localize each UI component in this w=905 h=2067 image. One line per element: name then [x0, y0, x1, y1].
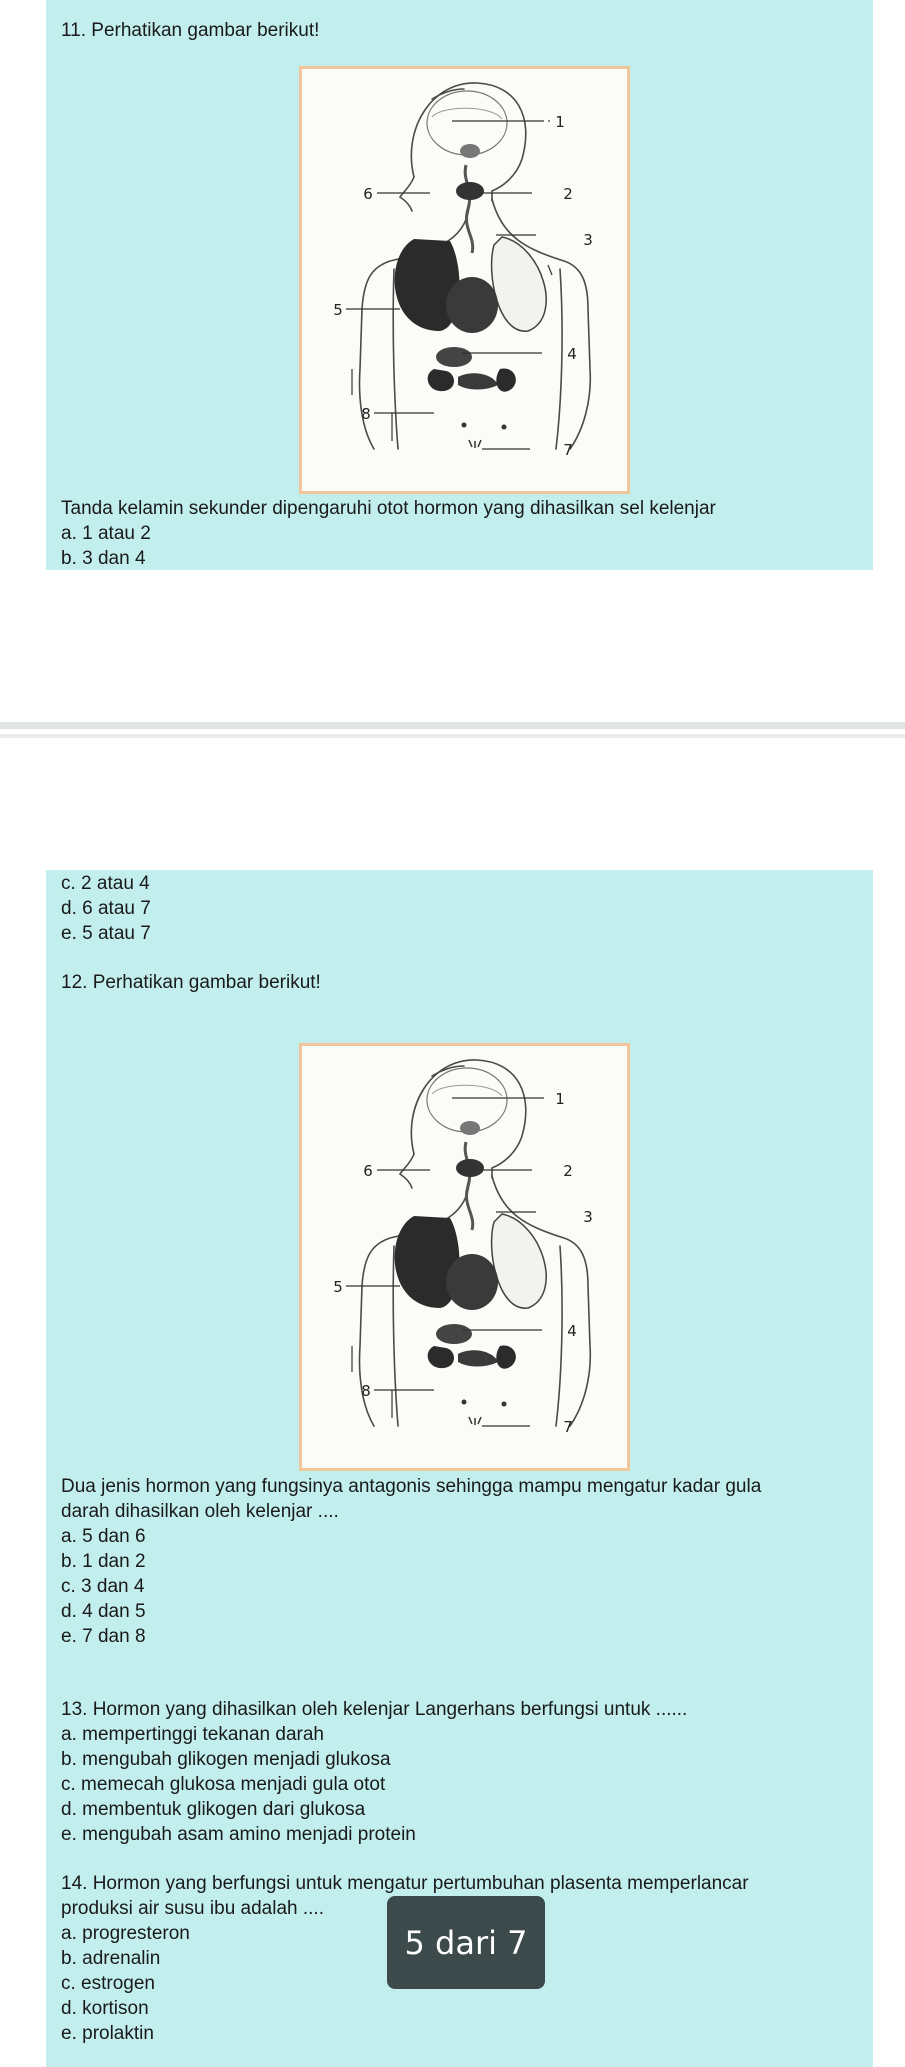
diagram-label-1: 1	[555, 1090, 565, 1108]
diagram-label-4: 4	[567, 345, 577, 363]
endocrine-diagram	[299, 66, 630, 494]
question-12-stem-line-1: Dua jenis hormon yang fungsinya antagonis sehingga mampu mengatur kadar gula	[61, 1476, 762, 1497]
diagram-label-5: 5	[333, 301, 343, 319]
page-break-divider-line	[0, 734, 905, 738]
question-12-title: 12. Perhatikan gambar berikut!	[61, 972, 321, 993]
question-13-option-e: e. mengubah asam amino menjadi protein	[61, 1824, 416, 1845]
diagram-label-1: 1	[555, 113, 565, 131]
diagram-label-4: 4	[567, 1322, 577, 1340]
question-14-stem-line-2: produksi air susu ibu adalah ....	[61, 1898, 324, 1919]
endocrine-diagram-repeat	[299, 1043, 630, 1471]
diagram-label-8: 8	[361, 1382, 371, 1400]
question-12-option-a: a. 5 dan 6	[61, 1526, 146, 1547]
diagram-label-7: 7	[563, 441, 573, 459]
question-11-option-d: d. 6 atau 7	[61, 898, 151, 919]
diagram-label-7: 7	[563, 1418, 573, 1436]
question-11-option-a: a. 1 atau 2	[61, 523, 151, 544]
diagram-label-5: 5	[333, 1278, 343, 1296]
question-13-option-c: c. memecah glukosa menjadi gula otot	[61, 1774, 386, 1795]
diagram-label-6: 6	[363, 1162, 373, 1180]
diagram-label-6: 6	[363, 185, 373, 203]
question-14-stem-line-1: 14. Hormon yang berfungsi untuk mengatur pertumbuhan plasenta memperlancar	[61, 1873, 749, 1894]
page-indicator-badge: 5 dari 7	[387, 1896, 545, 1989]
diagram-label-3: 3	[583, 1208, 593, 1226]
diagram-label-2: 2	[563, 1162, 573, 1180]
question-14-option-e: e. prolaktin	[61, 2023, 154, 2044]
question-12-option-c: c. 3 dan 4	[61, 1576, 145, 1597]
diagram-label-3: 3	[583, 231, 593, 249]
question-12-stem-line-2: darah dihasilkan oleh kelenjar ....	[61, 1501, 339, 1522]
question-11-option-e: e. 5 atau 7	[61, 923, 151, 944]
question-13-option-a: a. mempertinggi tekanan darah	[61, 1724, 324, 1745]
question-14-option-b: b. adrenalin	[61, 1948, 161, 1969]
diagram-label-8: 8	[361, 405, 371, 423]
question-13-option-b: b. mengubah glikogen menjadi glukosa	[61, 1749, 391, 1770]
page-break-divider	[0, 722, 905, 729]
question-14-option-c: c. estrogen	[61, 1973, 155, 1994]
question-12-option-b: b. 1 dan 2	[61, 1551, 146, 1572]
question-12-option-e: e. 7 dan 8	[61, 1626, 146, 1647]
question-14-option-a: a. progresteron	[61, 1923, 190, 1944]
diagram-label-2: 2	[563, 185, 573, 203]
question-13-stem: 13. Hormon yang dihasilkan oleh kelenjar Langerhans berfungsi untuk ......	[61, 1699, 688, 1720]
question-11-option-b: b. 3 dan 4	[61, 548, 146, 569]
question-13-option-d: d. membentuk glikogen dari glukosa	[61, 1799, 366, 1820]
question-12-option-d: d. 4 dan 5	[61, 1601, 146, 1622]
question-11-option-c: c. 2 atau 4	[61, 873, 150, 894]
question-11-stem: Tanda kelamin sekunder dipengaruhi otot hormon yang dihasilkan sel kelenjar	[61, 498, 716, 519]
question-11-title: 11. Perhatikan gambar berikut!	[61, 20, 320, 41]
question-14-option-d: d. kortison	[61, 1998, 149, 2019]
